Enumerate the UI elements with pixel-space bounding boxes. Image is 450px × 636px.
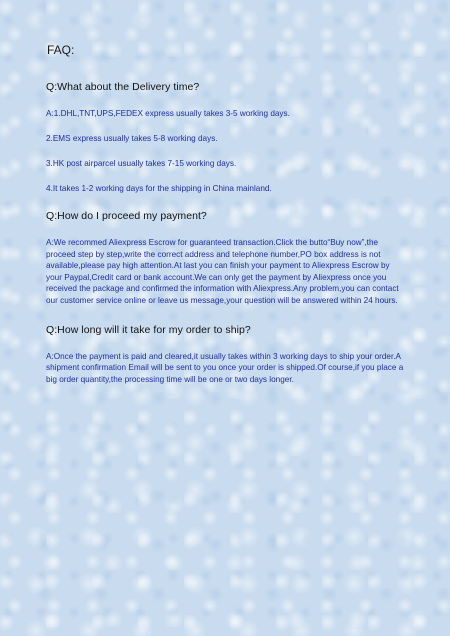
faq-title: FAQ: [47,43,75,57]
answer-payment: A:We recommed Aliexpress Escrow for guaranteed transaction.Click the butto“Buy now”,the proceed step by step,write the correct address and telephone number,PO box address is not available,please pay high attention.At last you can finish your payment to Aliexpress Escrow by your Paypal,Credit card or bank account.We can only get the payment by Aliexpress once you received the package and confirmed the information with Aliexpress.Any problem,you can contact our customer service online or leave us message,your question will be answered within 24 hours. [46,238,399,305]
answer-delivery-hk-post: 3.HK post airparcel usually takes 7-15 working days. [46,159,237,168]
question-payment: Q:How do I proceed my payment? [46,210,207,222]
question-delivery-time: Q:What about the Delivery time? [46,81,200,93]
answer-delivery-ems: 2.EMS express usually takes 5-8 working days. [46,134,218,143]
answer-order-ship: A:Once the payment is paid and cleared,it usually takes within 3 working days to ship your order.A shipment confirmation Email will be sent to you once your order is shipped.Of course,if you place a big order quantity,the processing time will be one or two days longer. [46,351,404,384]
answer-delivery-china: 4.It takes 1-2 working days for the shipping in China mainland. [46,184,272,193]
question-order-ship: Q:How long will it take for my order to ship? [46,323,251,336]
answer-delivery-dhl: A:1.DHL,TNT,UPS,FEDEX express usually takes 3-5 working days. [46,109,290,118]
